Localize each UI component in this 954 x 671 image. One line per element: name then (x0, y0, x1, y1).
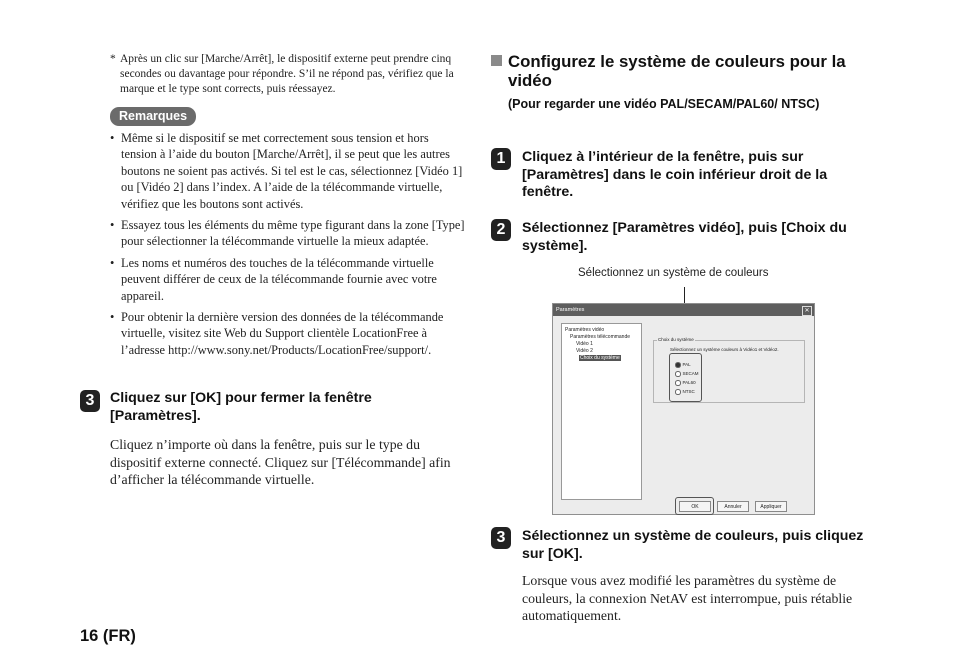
step-title: Sélectionnez [Paramètres vidéo], puis [Choix du système]. (522, 220, 847, 254)
highlight-box-options (669, 353, 702, 402)
section-subheading: (Pour regarder une vidéo PAL/SECAM/PAL60/ NTSC) (508, 97, 820, 111)
bullet-icon: • (110, 218, 115, 233)
dialog-title: Paramètres (556, 307, 585, 313)
tree-item-label: Choix du système (580, 355, 620, 361)
remarks-badge: Remarques (110, 107, 196, 126)
bullet-text: Pour obtenir la dernière version des données de la télécommande virtuelle, visitez site Web du Support clientèle LocationFree à l’adresse http://www.sony.net/Products/LocationFree/support/. (121, 310, 444, 357)
step-body: Lorsque vous avez modifié les paramètres du système de couleurs, la connexion NetAV est interrompue, puis rétablie automatiquement. (522, 573, 853, 624)
list-item (110, 130, 466, 212)
bullet-icon: • (110, 310, 115, 325)
step-number-badge: 3 (491, 527, 511, 549)
figure-caption: Sélectionnez un système de couleurs (578, 267, 769, 279)
footnote (110, 52, 470, 97)
radio-label: NTSC (682, 389, 695, 394)
dialog-title-bar (553, 304, 814, 316)
remarks-list (110, 130, 466, 363)
bullet-text: Les noms et numéros des touches de la télécommande virtuelle peuvent différer de ceux de la télécommande fournie avec votre appareil. (121, 255, 437, 303)
section-heading: Configurez le système de couleurs pour la vidéo (508, 52, 846, 90)
list-item (110, 217, 466, 250)
tree-item-video1[interactable]: Vidéo 1 (576, 341, 593, 347)
apply-button[interactable]: Appliquer (755, 501, 787, 512)
ok-button[interactable]: OK (679, 501, 711, 512)
tree-item-system-choice[interactable] (579, 355, 621, 362)
list-item (110, 309, 466, 358)
tree-item-video2[interactable]: Vidéo 2 (576, 348, 593, 354)
step-number-badge: 2 (491, 219, 511, 241)
bullet-icon: • (110, 131, 115, 145)
square-bullet-icon (491, 55, 502, 66)
footnote-text: Après un clic sur [Marche/Arrêt], le dispositif externe peut prendre cinq secondes ou davantage pour répondre. S’il ne répond pas, vérifiez que la marque et le type sont corrects, puis réessayez. (120, 53, 454, 95)
step-number-badge: 1 (491, 148, 511, 170)
group-description: Sélectionnez un système couleurs à Vidéo1 et Vidéo2. (670, 347, 779, 352)
radio-label: PAL (682, 362, 691, 367)
settings-tree (561, 323, 642, 500)
tree-item-video-settings[interactable]: Paramètres vidéo (565, 327, 605, 333)
bullet-text: Essayez tous les éléments du même type figurant dans la zone [Type] pour sélectionner la télécommande virtuelle la mieux adaptée. (121, 218, 465, 249)
footnote-asterisk: * (110, 53, 116, 65)
bullet-icon: • (110, 255, 115, 270)
page-number: 16 (FR) (80, 627, 136, 645)
cancel-button[interactable]: Annuler (717, 501, 749, 512)
step-title: Cliquez à l’intérieur de la fenêtre, puis sur [Paramètres] dans le coin inférieur droit de la fenêtre. (522, 149, 828, 200)
step-number-badge: 3 (80, 390, 100, 412)
close-icon[interactable]: ✕ (802, 306, 812, 316)
group-label: Choix du système (658, 337, 694, 342)
radio-label: PAL60 (682, 380, 696, 385)
list-item (110, 255, 466, 304)
highlight-box-ok (675, 497, 714, 515)
step-body: Cliquez n’importe où dans la fenêtre, puis sur le type du dispositif externe connecté. Cliquez sur [Télécommande] afin d’afficher la télécommande virtuelle. (110, 437, 451, 488)
settings-dialog (552, 303, 815, 515)
tree-item-remote-settings[interactable]: Paramètres télécommande (570, 334, 631, 340)
step-title: Sélectionnez un système de couleurs, puis cliquez sur [OK]. (522, 528, 864, 562)
radio-label: SECAM (682, 371, 699, 376)
bullet-text: Même si le dispositif se met correctement sous tension et hors tension à l’aide du bouton [Marche/Arrêt], il se peut que les autres boutons ne soient pas activés. Si tel est le cas, sélectionnez [Vidéo 1] ou [Vidéo 2] dans l’index. A l’aide de la télécommande virtuelle, vérifiez que les boutons sont activés. (121, 131, 463, 211)
step-title: Cliquez sur [OK] pour fermer la fenêtre [Paramètres]. (110, 390, 372, 424)
